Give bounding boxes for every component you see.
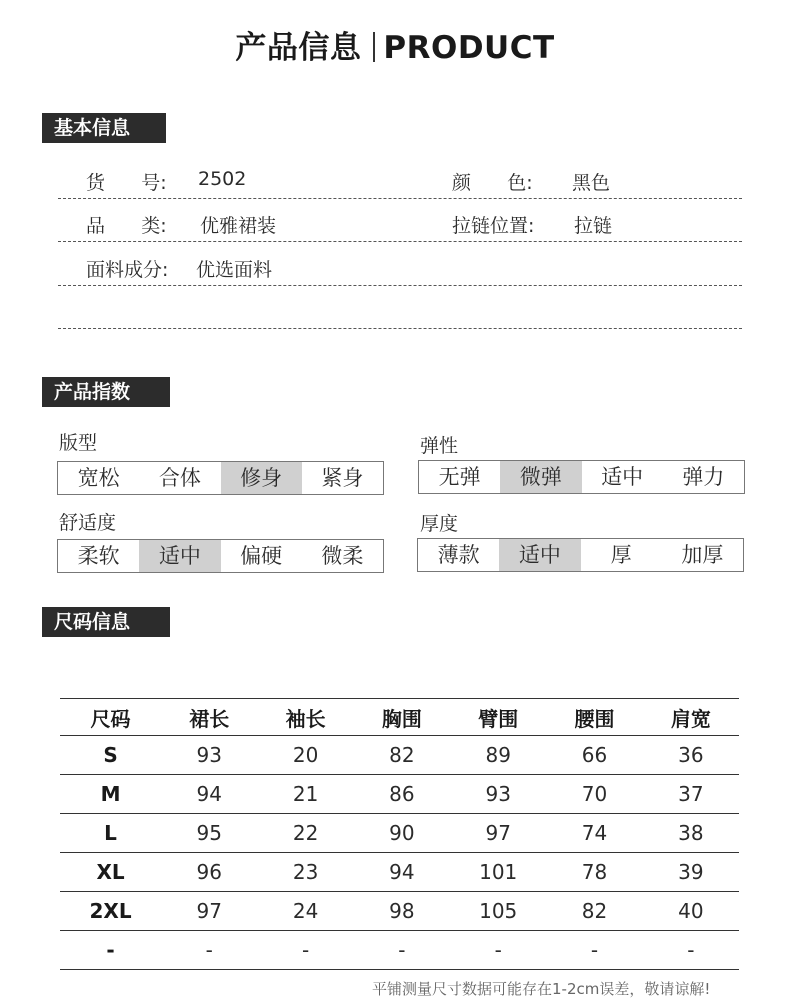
size-table-header (60, 699, 739, 736)
table-cell: 105 (450, 892, 546, 931)
table-cell: 82 (354, 736, 450, 775)
basic-row-empty (58, 285, 742, 329)
fit-scale (57, 461, 384, 495)
table-cell: 21 (257, 775, 353, 814)
table-row (60, 931, 739, 970)
size-cell: L (60, 814, 161, 853)
size-cell: S (60, 736, 161, 775)
table-cell: - (546, 931, 642, 970)
comfort-option-slightly-soft: 微柔 (321, 544, 364, 568)
comfort-option-stiff: 偏硬 (240, 544, 283, 568)
table-cell: - (257, 931, 353, 970)
color-value: 黑色 (572, 172, 611, 194)
table-cell: 97 (161, 892, 257, 931)
elasticity-label: 弹性 (420, 435, 459, 457)
fabric-value: 优选面料 (196, 259, 273, 281)
fit-option-loose: 宽松 (77, 466, 120, 490)
table-cell: 93 (450, 775, 546, 814)
basic-row-3 (58, 241, 742, 286)
table-cell: 86 (354, 775, 450, 814)
basic-row-1 (58, 160, 742, 199)
category-value: 优雅裙装 (200, 215, 277, 237)
col-arm: 臂围 (450, 699, 546, 736)
elasticity-option-none: 无弹 (438, 465, 481, 489)
table-row (60, 853, 739, 892)
table-cell: 70 (546, 775, 642, 814)
page-title (0, 22, 790, 67)
thickness-scale (417, 538, 744, 572)
size-table (60, 698, 739, 970)
title-en: PRODUCT (383, 30, 555, 66)
thickness-option-extra-thick: 加厚 (681, 543, 724, 567)
color-label: 颜 色: (452, 172, 533, 194)
fit-label: 版型 (59, 432, 98, 454)
basic-info-heading: 基本信息 (42, 113, 166, 143)
table-cell: 78 (546, 853, 642, 892)
table-cell: 94 (354, 853, 450, 892)
size-cell: 2XL (60, 892, 161, 931)
table-cell: 97 (450, 814, 546, 853)
table-cell: 24 (257, 892, 353, 931)
comfort-option-soft: 柔软 (77, 544, 120, 568)
table-cell: 40 (643, 892, 739, 931)
table-cell: 22 (257, 814, 353, 853)
fit-option-regular: 合体 (158, 466, 201, 490)
table-cell: 82 (546, 892, 642, 931)
table-cell: 74 (546, 814, 642, 853)
table-row (60, 892, 739, 931)
table-cell: 66 (546, 736, 642, 775)
table-row (60, 814, 739, 853)
comfort-option-medium: 适中 (139, 540, 220, 572)
item-no-label: 货 号: (86, 172, 167, 194)
table-row (60, 775, 739, 814)
title-divider (373, 32, 375, 62)
fit-option-slim: 修身 (221, 462, 302, 494)
table-cell: 20 (257, 736, 353, 775)
size-heading: 尺码信息 (42, 607, 170, 637)
thickness-option-thin: 薄款 (437, 543, 480, 567)
col-sleeve-length: 袖长 (257, 699, 353, 736)
table-cell: - (643, 931, 739, 970)
basic-row-2 (58, 198, 742, 242)
comfort-label: 舒适度 (59, 512, 117, 534)
measurement-note: 平铺测量尺寸数据可能存在1-2cm误差，敬请谅解! (372, 980, 711, 998)
table-cell: 94 (161, 775, 257, 814)
indices-heading: 产品指数 (42, 377, 170, 407)
table-cell: - (161, 931, 257, 970)
size-cell: XL (60, 853, 161, 892)
title-cn: 产品信息 (235, 30, 362, 66)
elasticity-option-slight: 微弹 (500, 461, 581, 493)
comfort-scale (57, 539, 384, 573)
table-cell: 38 (643, 814, 739, 853)
table-cell: 37 (643, 775, 739, 814)
fabric-label: 面料成分: (86, 259, 169, 281)
fit-option-tight: 紧身 (321, 466, 364, 490)
col-skirt-length: 裙长 (161, 699, 257, 736)
table-cell: 23 (257, 853, 353, 892)
table-cell: 89 (450, 736, 546, 775)
table-cell: 93 (161, 736, 257, 775)
table-cell: 96 (161, 853, 257, 892)
thickness-option-thick: 厚 (610, 543, 632, 567)
table-cell: - (450, 931, 546, 970)
item-no-value: 2502 (198, 168, 247, 190)
table-cell: 101 (450, 853, 546, 892)
size-cell: - (60, 931, 161, 970)
elasticity-scale (418, 460, 745, 494)
table-cell: 95 (161, 814, 257, 853)
zipper-label: 拉链位置: (452, 215, 535, 237)
table-cell: 39 (643, 853, 739, 892)
size-cell: M (60, 775, 161, 814)
col-waist: 腰围 (546, 699, 642, 736)
zipper-value: 拉链 (574, 215, 613, 237)
thickness-label: 厚度 (420, 513, 459, 535)
table-cell: 90 (354, 814, 450, 853)
elasticity-option-medium: 适中 (601, 465, 644, 489)
table-cell: - (354, 931, 450, 970)
col-bust: 胸围 (354, 699, 450, 736)
col-size: 尺码 (60, 699, 161, 736)
thickness-option-medium: 适中 (499, 539, 580, 571)
elasticity-option-stretch: 弹力 (682, 465, 725, 489)
table-cell: 36 (643, 736, 739, 775)
table-cell: 98 (354, 892, 450, 931)
table-row (60, 736, 739, 775)
category-label: 品 类: (86, 215, 167, 237)
col-shoulder: 肩宽 (643, 699, 739, 736)
